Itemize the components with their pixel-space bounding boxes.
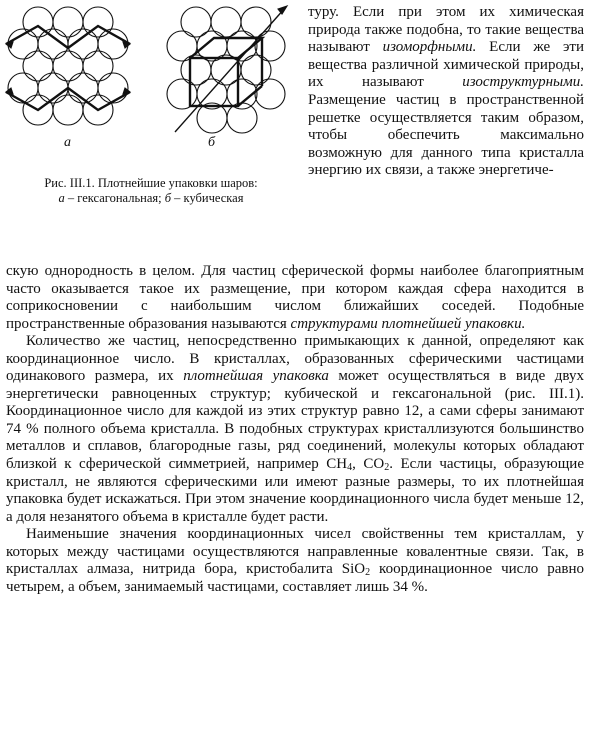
figure-label-b: б [208,135,216,150]
main-text [6,263,584,596]
rc-term-isostructural: изоструктурными. [462,74,584,91]
rc-text-3: Размещение частиц в пространственной решетке осуществляется таким образом, чтобы обеспечить максимально возможную для данного типа кристалла энергию их связи, а также энергетиче- [308,91,584,179]
p3-sub-1: 2 [365,567,371,579]
caption-line2 [10,191,292,206]
p3-text-1: Наименьшие значения координационных чисел свойственны тем кристаллам, у которых между частицами осуществляются направленные ковалентные связи. Так, в кристаллах алмаза, нитрида бора, кристобалита SiO [6,526,584,578]
rc-text-2: Если же эти вещества различной химической природы, их называют [308,39,584,91]
paragraph-2 [6,333,584,526]
p2-term: плотнейшая упаковка [183,368,329,385]
p2-sub-1: 4 [347,462,353,474]
caption-a: а [58,191,65,205]
rc-text-1: туру. Если при этом их химическая природа также подобна, то такие вещества называют [308,4,584,56]
paragraph-3 [6,526,584,596]
p3-text-2: координационное число равно четырем, а объем, занимаемый частицами, составляет лишь 34 %. [6,561,585,595]
p1-text: скую однородность в целом. Для частиц сферической формы наиболее благоприятным часто оказывается такое их размещение, при котором каждая сфера находится в соприкосновении с наибольшим числом ближайших соседей. Подобные пространственные образования называются [6,263,584,332]
p2-text-1: Количество же частиц, непосредственно примыкающих к данной, определяют как координационное число. В кристаллах, образованных сферическими частицами одинакового размера, их [6,333,584,385]
p2-text-3: , CO [352,456,385,473]
p2-sub-2: 2 [384,462,390,474]
cubic-packing-drawing [167,6,287,133]
paragraph-1 [6,263,584,333]
figure-label-a: а [64,135,71,150]
caption-b-text: – кубическая [171,191,244,205]
p2-text-4: . Если частицы, образующие кристалл, не являются сферическими или имеют разные размеры, то их плотнейшая упаковка будет искажаться. При этом значение координационного числа будет меньше 12, а доля незанятого объема в кристалле будет расти. [6,456,584,525]
p1-term: структурами плотнейшей упаковки. [290,315,526,332]
caption-line1: Рис. III.1. Плотнейшие упаковки шаров: [44,176,258,190]
close-packing-illustration [0,0,300,160]
p2-text-2: может осуществляться в виде двух энергетически равноценных структур; кубической и гексагональной (рис. III.1). Координационное число для каждой из этих структур равно 12, а сами сферы занимают 74 % полного объема кристалла. В подобных структурах кристаллизуются большинство металлов и сплавов, благородные газы, ряд соединений, молекулы которых обладают близкой к сферической симметрией, например CH [6,368,584,473]
rc-term-isomorphic: изоморфными. [382,39,477,56]
caption-a-text: – гексагональная; [64,191,165,205]
figure-caption [10,176,292,206]
hexagonal-packing-drawing [6,7,130,125]
caption-b: б [164,191,172,205]
figure-close-packings [0,0,300,232]
right-column-text [308,4,584,180]
